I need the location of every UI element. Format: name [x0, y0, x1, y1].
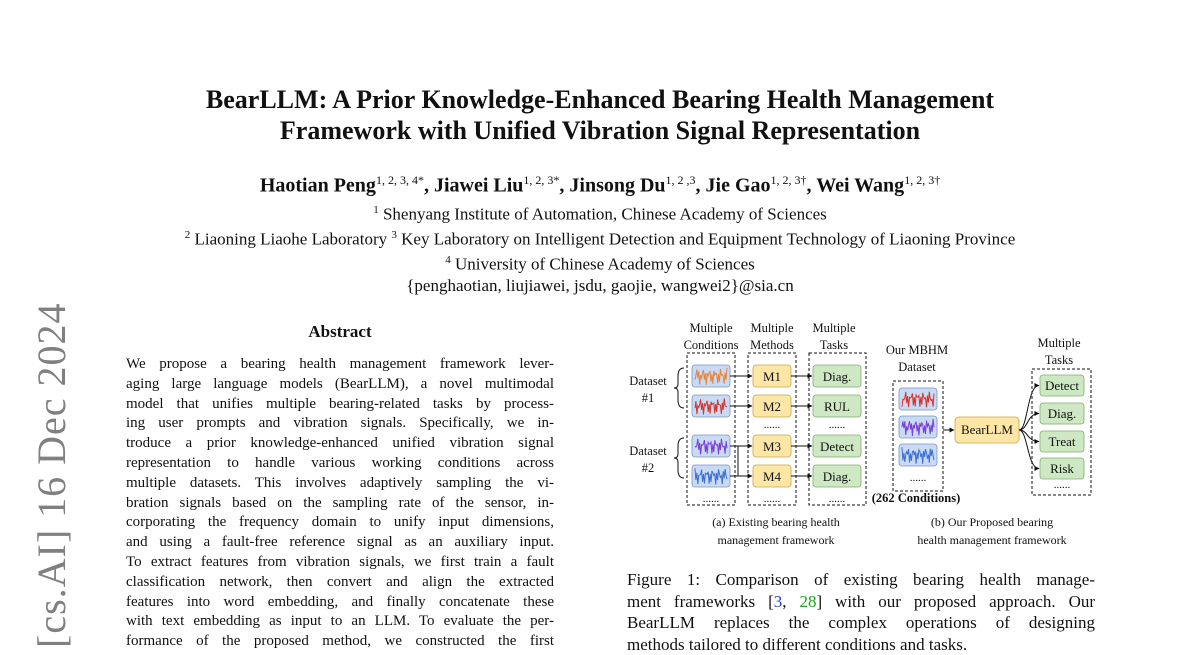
abstract-body: [126, 355, 554, 652]
author-name: Jie Gao: [706, 175, 771, 197]
ellipsis: ......: [1054, 479, 1071, 491]
abstract-heading: Abstract: [126, 322, 554, 342]
abstract-line: multiple datasets. This involves adaptively sampling the vi-: [126, 474, 554, 494]
arrow-signal-method: [730, 446, 752, 476]
author-separator: ,: [424, 175, 434, 197]
mbhm-dataset-label-line2: Dataset: [898, 360, 936, 374]
abstract-line: features into word embedding, and finally concatenate these: [126, 593, 554, 613]
dataset-brace: [674, 438, 684, 478]
author-list: [100, 167, 1100, 199]
tasks-header-line1: Multiple: [1037, 336, 1081, 350]
caption-text: ,: [782, 592, 799, 611]
column-header-line1: Multiple: [689, 321, 733, 335]
affiliation-4: $^4$ University of Chinese Academy of Sciences: [100, 250, 1100, 275]
dataset-brace: [674, 368, 684, 408]
author-affiliation-marks: 1, 2 ,3: [666, 173, 696, 187]
column-header-line1: Multiple: [812, 321, 856, 335]
caption-text: BearLLM replaces the complex operations of designing: [627, 613, 1095, 632]
bearllm-task-label: Detect: [1045, 378, 1079, 393]
method-label: M3: [763, 439, 781, 454]
title-line-2: Framework with Unified Vibration Signal Representation: [100, 115, 1100, 146]
method-label: M2: [763, 399, 781, 414]
figure-1-diagram: [622, 318, 1098, 553]
abstract-line: with text embedding as input to an LLM. To evaluate the per-: [126, 612, 554, 632]
abstract-line: formance of the proposed method, we constructed the first: [126, 632, 554, 652]
caption-line: [627, 569, 1095, 591]
abstract-line: To extract features from vibration signals, we first train a fault: [126, 553, 554, 573]
abstract-line: aging large language models (BearLLM), a novel multimodal: [126, 375, 554, 395]
abstract-line: bration signals based on the sampling rate of the sensor, in-: [126, 494, 554, 514]
caption-text: ] with our proposed approach. Our: [816, 592, 1095, 611]
author-separator: ,: [559, 175, 569, 197]
task-label: Diag.: [823, 469, 852, 484]
ellipsis: ......: [764, 419, 781, 431]
caption-line: [627, 634, 1095, 655]
ellipsis: ......: [764, 493, 781, 505]
method-label: M1: [763, 369, 781, 384]
affiliation-2-3: $^2$ Liaoning Liaohe Laboratory $^3$ Key Laboratory on Intelligent Detection and Equipment Technology of Liaoning Province: [100, 225, 1100, 250]
abstract-line: and using a fault-free reference signal as an auxiliary input.: [126, 533, 554, 553]
mbhm-dataset-label: Our MBHM: [886, 343, 948, 357]
author-affiliation-marks: 1, 2, 3*: [523, 173, 559, 187]
figure-1-caption: [627, 569, 1095, 655]
author-name: Jinsong Du: [569, 175, 665, 197]
caption-text: ment frameworks [: [627, 592, 774, 611]
author-separator: ,: [807, 175, 817, 197]
ellipsis: ......: [910, 472, 927, 484]
title-line-1: BearLLM: A Prior Knowledge-Enhanced Bearing Health Management: [100, 84, 1100, 115]
subcaption-b-line1: (b) Our Proposed bearing: [931, 515, 1053, 529]
dataset-label-number: #2: [642, 461, 655, 475]
tasks-header-line2: Tasks: [1045, 353, 1073, 367]
task-label: Detect: [820, 439, 854, 454]
figure-1: [622, 318, 1098, 553]
abstract-line: We propose a bearing health management framework lever-: [126, 355, 554, 375]
conditions-count: (262 Conditions): [872, 491, 961, 505]
affiliations: [100, 200, 1100, 297]
abstract-line: model that unifies multiple bearing-related tasks by process-: [126, 395, 554, 415]
author-affiliation-marks: 1, 2, 3†: [771, 173, 807, 187]
caption-text: Figure 1: Comparison of existing bearing health manage-: [627, 570, 1095, 589]
bearllm-task-label: Diag.: [1048, 406, 1077, 421]
column-header-line2: Conditions: [684, 338, 739, 352]
caption-line: [627, 591, 1095, 613]
citation-link[interactable]: 28: [799, 592, 816, 611]
subcaption-a-line1: (a) Existing bearing health: [712, 515, 840, 529]
ellipsis: ......: [703, 493, 720, 505]
abstract-line: corporating the frequency domain to unify input dimensions,: [126, 513, 554, 533]
dataset-label-number: #1: [642, 391, 655, 405]
author-name: Jiawei Liu: [434, 175, 523, 197]
subcaption-a-line2: management framework: [718, 533, 835, 547]
task-label: Diag.: [823, 369, 852, 384]
affiliation-1: $^1$ Shenyang Institute of Automation, Chinese Academy of Sciences: [100, 200, 1100, 225]
bearllm-task-label: Treat: [1049, 434, 1076, 449]
task-label: RUL: [824, 399, 850, 414]
subcaption-b-line2: health management framework: [917, 533, 1066, 547]
column-header-line2: Methods: [750, 338, 794, 352]
arrow-bearllm-task: [1019, 386, 1039, 431]
column-header-line2: Tasks: [820, 338, 848, 352]
caption-line: [627, 612, 1095, 634]
caption-text: methods tailored to different conditions and tasks.: [627, 635, 967, 654]
arrow-signal-method: [730, 446, 752, 476]
abstract-line: classification network, then convert and align the extracted: [126, 573, 554, 593]
author-affiliation-marks: 1, 2, 3†: [904, 173, 940, 187]
abstract-line: representation to handle various working conditions across: [126, 454, 554, 474]
method-label: M4: [763, 469, 782, 484]
arrow-bearllm-task: [1019, 430, 1039, 469]
column-header-line1: Multiple: [750, 321, 794, 335]
paper-title: [100, 84, 1100, 146]
author-emails: {penghaotian, liujiawei, jsdu, gaojie, wangwei2}@sia.cn: [100, 275, 1100, 297]
bearllm-task-label: Risk: [1050, 461, 1074, 476]
bearllm-label: BearLLM: [961, 422, 1013, 437]
ellipsis: ......: [829, 493, 846, 505]
author-name: Wei Wang: [816, 175, 904, 197]
author-affiliation-marks: 1, 2, 3, 4*: [376, 173, 424, 187]
abstract-line: ing user prompts and vibration signals. Specifically, we in-: [126, 414, 554, 434]
author-name: Haotian Peng: [260, 175, 376, 197]
citation-link[interactable]: 3: [774, 592, 783, 611]
dataset-label: Dataset: [629, 444, 667, 458]
author-separator: ,: [696, 175, 706, 197]
ellipsis: ......: [829, 419, 846, 431]
dataset-label: Dataset: [629, 374, 667, 388]
abstract-line: troduce a prior knowledge-enhanced unified vibration signal: [126, 434, 554, 454]
arxiv-side-stamp: [cs.AI] 16 Dec 2024: [30, 308, 74, 648]
